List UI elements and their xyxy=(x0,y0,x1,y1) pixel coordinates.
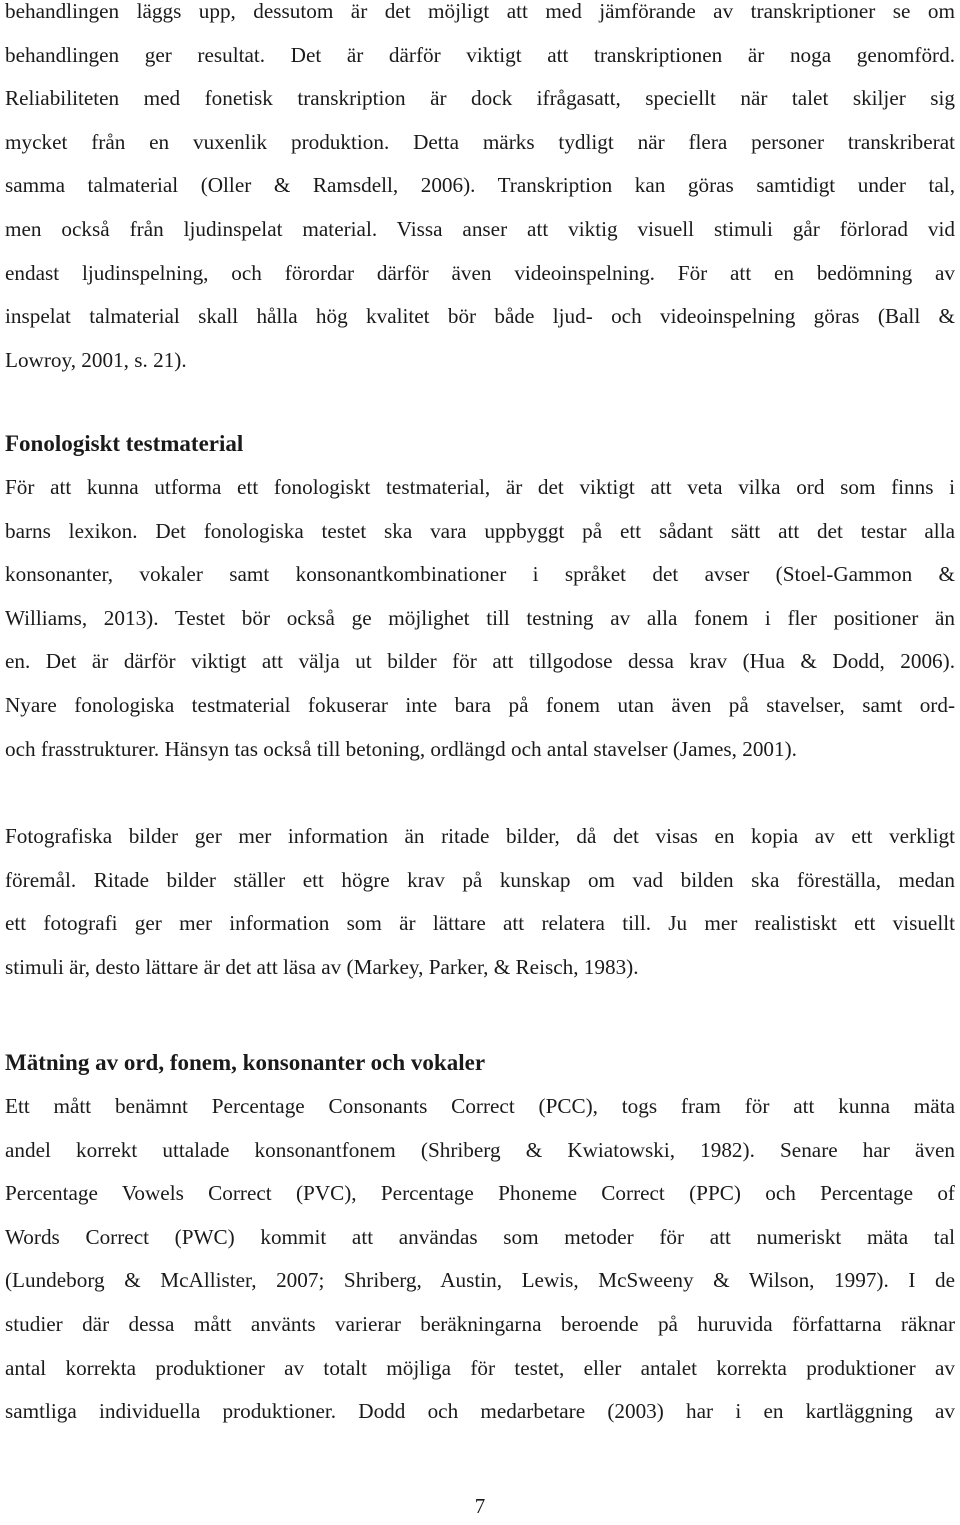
fonologiskt-paragraph-1 xyxy=(5,466,955,771)
text-line: Words Correct (PWC) kommit att användas som metoder för att numeriskt mäta tal xyxy=(5,1224,955,1249)
text-line: Ett mått benämnt Percentage Consonants Correct (PCC), togs fram för att kunna mäta xyxy=(5,1094,955,1119)
heading-matning: Mätning av ord, fonem, konsonanter och vokaler xyxy=(5,1050,486,1076)
text-line: (Lundeborg & McAllister, 2007; Shriberg, Austin, Lewis, McSweeny & Wilson, 1997). I de xyxy=(5,1268,955,1293)
text-line: ett fotografi ger mer information som är lättare att relatera till. Ju mer realistiskt ett visuellt xyxy=(5,911,955,936)
heading-fonologiskt-testmaterial: Fonologiskt testmaterial xyxy=(5,431,244,457)
text-line: andel korrekt uttalade konsonantfonem (Shriberg & Kwiatowski, 1982). Senare har även xyxy=(5,1137,955,1162)
intro-paragraph xyxy=(5,0,955,382)
spacer xyxy=(5,382,955,422)
text-line: Nyare fonologiska testmaterial fokuserar inte bara på fonem utan även på stavelser, samt ord- xyxy=(5,692,955,717)
document-page xyxy=(5,0,955,1434)
text-line: inspelat talmaterial skall hålla hög kvalitet bör både ljud- och videoinspelning göras (Ball & xyxy=(5,304,955,329)
text-line: För att kunna utforma ett fonologiskt testmaterial, är det viktigt att veta vilka ord som finns i xyxy=(5,474,955,499)
text-line: en. Det är därför viktigt att välja ut bilder för att tillgodose dessa krav (Hua & Dodd, 2006). xyxy=(5,649,955,674)
text-line: studier där dessa mått använts varierar beräkningarna beroende på huruvida författarna räknar xyxy=(5,1312,955,1337)
text-line: samtliga individuella produktioner. Dodd och medarbetare (2003) har i en kartläggning av xyxy=(5,1399,955,1424)
spacer xyxy=(5,989,955,1041)
fonologiskt-paragraph-2 xyxy=(5,815,955,989)
text-line: men också från ljudinspelat material. Vissa anser att viktig visuell stimuli går förlorad vid xyxy=(5,216,955,241)
spacer xyxy=(5,771,955,815)
text-line: antal korrekta produktioner av totalt möjliga för testet, eller antalet korrekta produktioner av xyxy=(5,1355,955,1380)
matning-paragraph-1 xyxy=(5,1085,955,1434)
text-line: barns lexikon. Det fonologiska testet ska vara uppbyggt på ett sådant sätt att det testar alla xyxy=(5,518,955,543)
text-line: Lowroy, 2001, s. 21). xyxy=(5,347,187,372)
text-line: och frasstrukturer. Hänsyn tas också till betoning, ordlängd och antal stavelser (James, 2001). xyxy=(5,736,797,761)
text-line: föremål. Ritade bilder ställer ett högre krav på kunskap om vad bilden ska föreställa, medan xyxy=(5,867,955,892)
text-line: behandlingen ger resultat. Det är därför viktigt att transkriptionen är noga genomförd. xyxy=(5,42,955,67)
page-number: 7 xyxy=(474,1494,486,1518)
text-line: stimuli är, desto lättare är det att läsa av (Markey, Parker, & Reisch, 1983). xyxy=(5,954,639,979)
text-line: Percentage Vowels Correct (PVC), Percentage Phoneme Correct (PPC) och Percentage of xyxy=(5,1181,955,1206)
text-line: Fotografiska bilder ger mer information än ritade bilder, då det visas en kopia av ett verkligt xyxy=(5,824,955,849)
text-line: konsonanter, vokaler samt konsonantkombinationer i språket det avser (Stoel-Gammon & xyxy=(5,562,955,587)
text-line: endast ljudinspelning, och förordar därför även videoinspelning. För att en bedömning av xyxy=(5,260,955,285)
text-line: behandlingen läggs upp, dessutom är det möjligt att med jämförande av transkriptioner se om xyxy=(5,0,955,23)
text-line: Reliabiliteten med fonetisk transkription är dock ifrågasatt, speciellt när talet skiljer sig xyxy=(5,86,955,111)
text-line: samma talmaterial (Oller & Ramsdell, 2006). Transkription kan göras samtidigt under tal, xyxy=(5,173,955,198)
text-line: mycket från en vuxenlik produktion. Detta märks tydligt när flera personer transkriberat xyxy=(5,129,955,154)
text-line: Williams, 2013). Testet bör också ge möjlighet till testning av alla fonem i fler positioner än xyxy=(5,605,955,630)
